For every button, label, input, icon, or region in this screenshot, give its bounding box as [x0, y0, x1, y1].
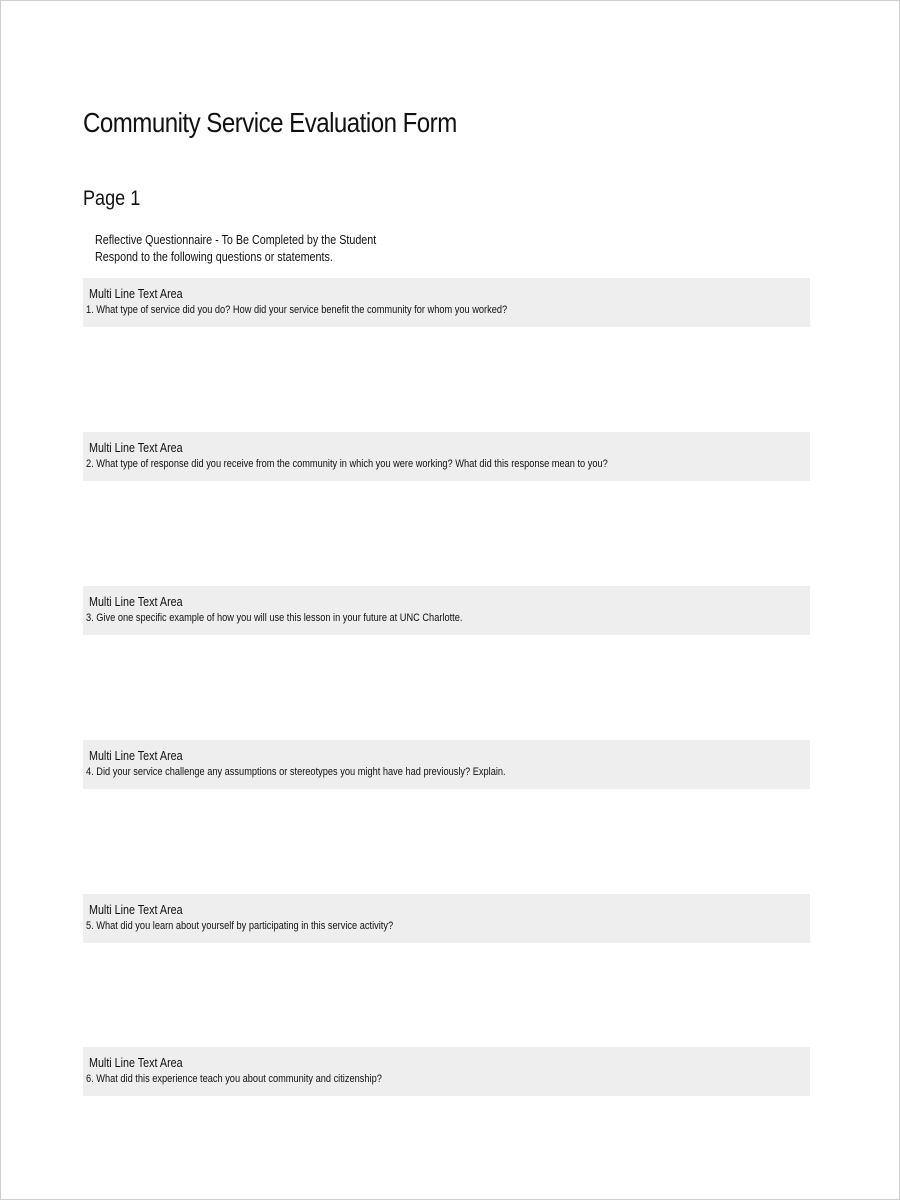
page-label: Page 1: [83, 187, 141, 210]
intro-line-2: Respond to the following questions or statements.: [95, 250, 333, 264]
field-type-label: Multi Line Text Area: [89, 441, 183, 455]
field-type-label: Multi Line Text Area: [89, 595, 183, 609]
form-title: Community Service Evaluation Form: [83, 107, 457, 138]
field-type-label: Multi Line Text Area: [89, 749, 183, 763]
text-area-field-2[interactable]: [83, 432, 810, 481]
field-type-label: Multi Line Text Area: [89, 903, 183, 917]
field-question: 1. What type of service did you do? How did your service benefit the community for whom you worked?: [86, 304, 508, 316]
intro-text: [95, 232, 376, 266]
text-area-field-5[interactable]: [83, 894, 810, 943]
text-area-field-3[interactable]: [83, 586, 810, 635]
field-type-label: Multi Line Text Area: [89, 287, 183, 301]
text-area-field-1[interactable]: [83, 278, 810, 327]
text-area-field-4[interactable]: [83, 740, 810, 789]
field-question: 5. What did you learn about yourself by participating in this service activity?: [86, 920, 394, 932]
field-question: 3. Give one specific example of how you will use this lesson in your future at UNC Charlotte.: [86, 612, 463, 624]
text-area-field-6[interactable]: [83, 1047, 810, 1096]
field-question: 6. What did this experience teach you about community and citizenship?: [86, 1073, 382, 1085]
field-question: 4. Did your service challenge any assumptions or stereotypes you might have had previously? Explain.: [86, 766, 506, 778]
field-question: 2. What type of response did you receive from the community in which you were working? What did this response mean to you?: [86, 458, 608, 470]
field-type-label: Multi Line Text Area: [89, 1056, 183, 1070]
intro-line-1: Reflective Questionnaire - To Be Completed by the Student: [95, 233, 377, 247]
